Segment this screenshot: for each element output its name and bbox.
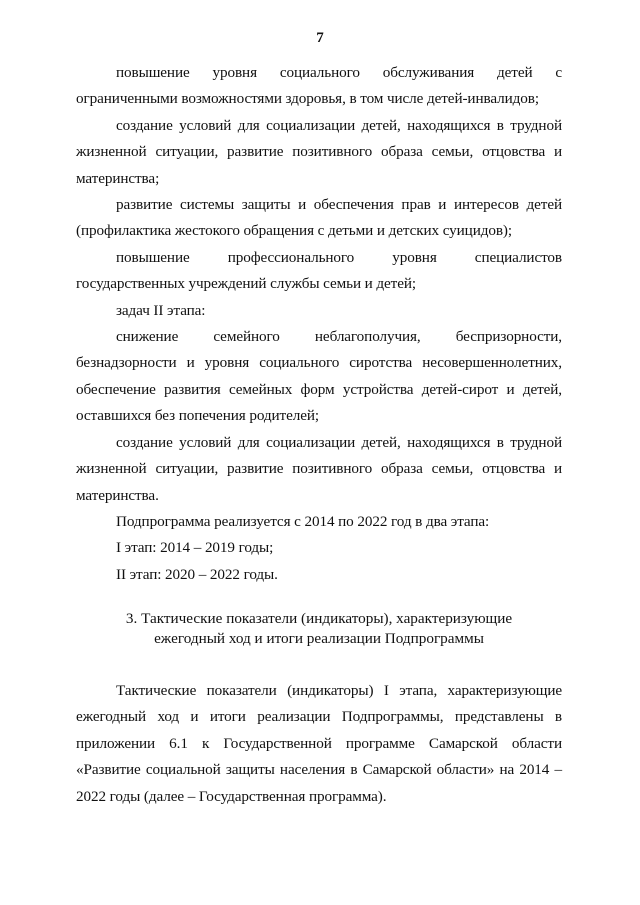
section-body — [76, 678, 562, 810]
paragraph-rights-protection: развитие системы защиты и обеспечения прав и интересов детей (профилактика жестокого обращения с детьми и детских суицидов); — [76, 196, 562, 240]
paragraph-social-services: повышение уровня социального обслуживания детей с ограниченными возможностями здоровья, в том числе детей-инвалидов; — [76, 64, 562, 108]
paragraph-family-trouble: снижение семейного неблагополучия, беспризорности, безнадзорности и уровня социального сиротства несовершеннолетних, обеспечение развития семейных форм устройства детей-сирот и детей, оставшихся без попечения родителей; — [76, 328, 562, 425]
section-heading — [76, 609, 562, 649]
main-text — [76, 60, 562, 588]
section-heading-line-1: 3. Тактические показатели (индикаторы), характеризующие — [125, 610, 513, 627]
paragraph-indicators: Тактические показатели (индикаторы) I этапа, характеризующие ежегодный ход и итоги реализации Подпрограммы, представлены в приложении 6.1 к Государственной программе Самарской области «Развитие социальной защиты населения в Самарской области» на 2014 – 2022 годы (далее – Государственная программа). — [76, 682, 562, 805]
paragraph-stage-two: II этап: 2020 – 2022 годы. — [116, 565, 278, 583]
paragraph-stage-two-tasks: задач II этапа: — [116, 301, 206, 319]
paragraph-socialization-1: создание условий для социализации детей, находящихся в трудной жизненной ситуации, развитие позитивного образа семьи, отцовства и материнства; — [76, 116, 562, 187]
section-heading-line-2: ежегодный ход и итоги реализации Подпрограммы — [154, 630, 484, 647]
page-number: 7 — [316, 30, 324, 46]
paragraph-program-period: Подпрограмма реализуется с 2014 по 2022 год в два этапа: — [116, 512, 490, 530]
paragraph-socialization-2: создание условий для социализации детей, находящихся в трудной жизненной ситуации, развитие позитивного образа семьи, отцовства и материнства. — [76, 433, 562, 504]
paragraph-stage-one: I этап: 2014 – 2019 годы; — [116, 539, 274, 557]
paragraph-professional-level: повышение профессионального уровня специалистов государственных учреждений службы семьи и детей; — [76, 248, 562, 293]
